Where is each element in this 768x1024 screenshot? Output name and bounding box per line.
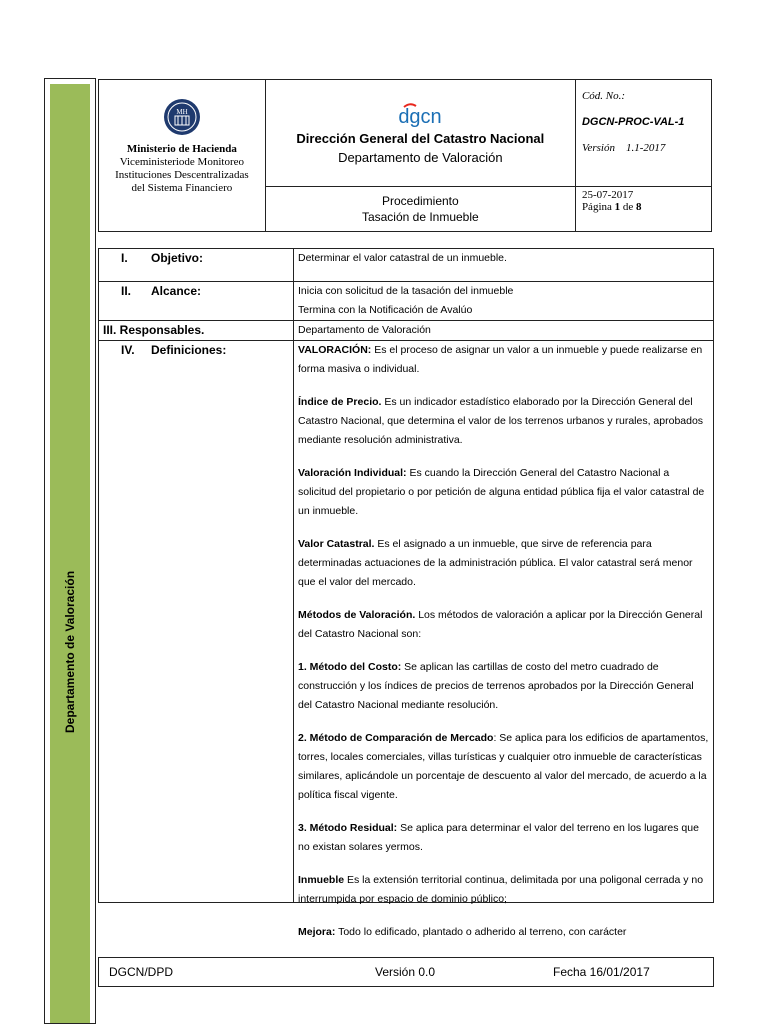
definiciones-body <box>294 341 714 938</box>
alcance-text <box>294 282 714 321</box>
definiciones-label <box>99 341 294 903</box>
ministry-seal-icon <box>162 97 202 137</box>
svg-text:dgcn: dgcn <box>398 106 443 128</box>
date-page-block <box>575 187 711 232</box>
definition-text: Es cuando la Dirección General del Catastro Nacional a solicitud del propietario o por petición de alguna entidad pública fija el valor catastral de un inmueble. <box>298 467 705 517</box>
alcance-title: Alcance: <box>151 284 202 298</box>
sidebar-band <box>44 78 96 1024</box>
definition-text: Los métodos de valoración a aplicar por la Dirección General del Catastro Nacional son: <box>298 609 703 640</box>
definition-item <box>298 464 709 521</box>
procedure-block <box>265 187 575 232</box>
definition-term: Métodos de Valoración. <box>298 609 416 621</box>
definition-text: Es un indicador estadístico elaborado por la Dirección General del Catastro Nacional, que determina el valor de los terrenos urbanos y rurales, aprobados mediante resolución administrativa. <box>298 396 704 446</box>
alcance-label <box>99 282 294 321</box>
definition-term: 3. Método Residual: <box>298 822 398 834</box>
org-title: Dirección General del Catastro Nacional <box>296 131 545 146</box>
definition-item <box>298 658 709 715</box>
definition-text: Es el asignado a un inmueble, que sirve de referencia para determinadas actuaciones de la administración pública. El valor catastral será menor que el valor del mercado. <box>298 538 693 588</box>
definition-text: Es la extensión territorial continua, delimitada por una poligonal cerrada y no interrumpida por espacio de dominio público; <box>298 874 704 905</box>
code-label: Cód. No.: <box>581 90 626 102</box>
definitions-list <box>298 341 709 938</box>
definition-item <box>298 729 709 805</box>
sidebar-green-strip <box>50 84 90 1023</box>
definition-term: Índice de Precio. <box>298 396 382 408</box>
objetivo-text: Determinar el valor catastral de un inmueble. <box>294 249 714 282</box>
page-indicator <box>582 201 705 213</box>
objetivo-label <box>99 249 294 282</box>
ministry-block <box>99 80 266 232</box>
ministry-sub-3: del Sistema Financiero <box>131 182 233 194</box>
definition-term: Valoración Individual: <box>298 467 407 479</box>
definition-term: Valor Catastral. <box>298 538 375 550</box>
org-block <box>265 80 575 187</box>
content-table <box>98 248 714 938</box>
definition-text: Se aplica para determinar el valor del terreno en los lugares que no existan solares yermos. <box>298 822 699 853</box>
ministry-sub-2: Instituciones Descentralizadas <box>115 169 249 181</box>
definition-item <box>298 393 709 450</box>
version-value: 1.1-2017 <box>625 142 666 154</box>
definition-term: Inmueble <box>298 874 345 886</box>
ministry-sub-1: Viceministeriode Monitoreo <box>119 156 245 168</box>
responsables-label: III. Responsables. <box>99 321 294 341</box>
responsables-text: Departamento de Valoración <box>294 321 714 341</box>
page-total: 8 <box>636 201 642 213</box>
dgcn-logo-icon <box>390 101 450 127</box>
definition-text: Todo lo edificado, plantado o adherido al terreno, con carácter <box>335 926 627 938</box>
ministry-name: Ministerio de Hacienda <box>126 143 237 155</box>
svg-text:MH: MH <box>176 108 188 116</box>
definition-item <box>298 819 709 857</box>
page-prefix: Página <box>581 201 612 213</box>
objetivo-num: I. <box>121 251 128 265</box>
definition-term: 1. Método del Costo: <box>298 661 402 673</box>
sidebar-label: Departamento de Valoración <box>63 570 77 734</box>
definition-item <box>298 871 709 909</box>
definition-item <box>298 606 709 644</box>
definition-item <box>298 923 709 942</box>
definition-text: : Se aplica para los edificios de apartamentos, torres, locales comerciales, villas turísticas y cualquier otro inmueble de características similares, aplicándole un porcentaje de descuento al valor del mercado, de acuerdo a la política fiscal vigente. <box>298 732 709 801</box>
footer-date: Fecha 16/01/2017 <box>553 965 650 979</box>
definiciones-title: Definiciones: <box>151 343 227 357</box>
definition-text: Es el proceso de asignar un valor a un inmueble y puede realizarse en forma masiva o individual. <box>298 344 703 375</box>
document-footer <box>98 957 714 987</box>
version-row <box>582 142 705 154</box>
procedure-label: Procedimiento <box>381 194 459 208</box>
procedure-title: Tasación de Inmueble <box>361 210 479 224</box>
objetivo-title: Objetivo: <box>151 251 204 265</box>
definiciones-num: IV. <box>121 343 135 357</box>
alcance-num: II. <box>121 284 132 298</box>
footer-version: Versión 0.0 <box>375 965 436 979</box>
definition-item <box>298 535 709 592</box>
definition-term: Mejora: <box>298 926 336 938</box>
definition-term: 2. Método de Comparación de Mercado <box>298 732 494 744</box>
page-of: de <box>622 201 634 213</box>
footer-department: DGCN/DPD <box>109 965 174 979</box>
org-department: Departamento de Valoración <box>338 150 503 165</box>
document-header <box>98 79 712 232</box>
code-value: DGCN-PROC-VAL-1 <box>581 116 685 128</box>
code-block <box>575 80 711 187</box>
alcance-line-1: Inicia con solicitud de la tasación del inmueble <box>298 285 514 297</box>
version-label: Versión <box>581 142 615 154</box>
page-number: 1 <box>614 201 621 213</box>
definition-item <box>298 341 709 379</box>
definition-text: Se aplican las cartillas de costo del metro cuadrado de construcción y los índices de precios de terrenos aprobados por la Dirección General del Catastro Nacional mediante resolución. <box>298 661 694 711</box>
issue-date: 25-07-2017 <box>581 189 634 201</box>
alcance-line-2: Termina con la Notificación de Avalúo <box>298 304 473 316</box>
definition-term: VALORACIÓN: <box>298 344 372 356</box>
